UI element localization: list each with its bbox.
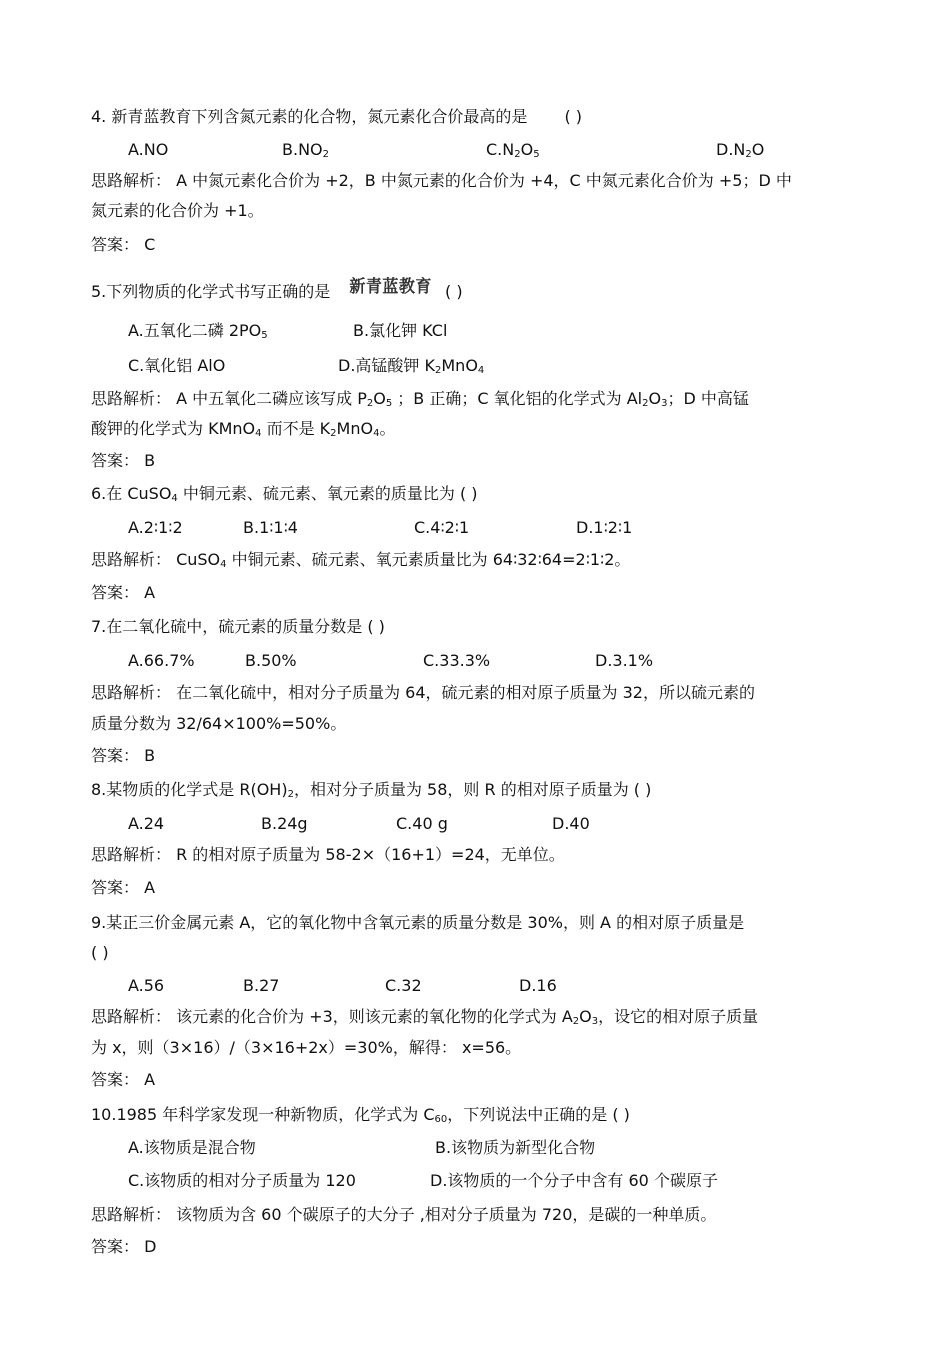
q5-option-b: B.氯化钾 KCl [353,321,448,340]
q6-analysis: 思路解析： CuSO$_4$ 中铜元素、硫元素、氧元素质量比为 64∶32∶64=2∶1∶2。 [91,550,631,570]
q7-answer: 答案： B [91,746,156,765]
q8-option-b: B.24g [261,814,308,833]
q8-option-c: C.40 g [396,814,448,833]
q10-stem: 10.1985 年科学家发现一种新物质，化学式为 $C_{60}$，下列说法中正确的是 ( ) [91,1105,630,1125]
q5-option-a: A.五氧化二磷 $2PO_5$ [128,321,268,341]
q10-analysis: 思路解析： 该物质为含 60 个碳原子的大分子 ,相对分子质量为 720，是碳的一种单质。 [91,1205,717,1224]
q7-option-a: A.66.7% [128,651,195,670]
q5-answer: 答案： B [91,451,156,470]
q5-analysis-line2: 酸钾的化学式为 KMnO$_4$ 而不是 $K_2MnO_4$。 [91,419,396,439]
q9-option-d: D.16 [519,976,557,995]
q10-option-d: D.该物质的一个分子中含有 60 个碳原子 [430,1171,718,1190]
q9-stem-line1: 9.某正三价金属元素 A，它的氧化物中含氧元素的质量分数是 30%，则 A 的相对原子质量是 [91,913,745,932]
q5-paren: ( ) [444,282,463,301]
q9-option-c: C.32 [385,976,422,995]
q8-analysis: 思路解析： R 的相对原子质量为 58-2×（16+1）=24，无单位。 [91,845,565,864]
q9-stem-line2: ( ) [91,943,109,962]
q6-stem: 6.在 CuSO$_4$ 中铜元素、硫元素、氧元素的质量比为 ( ) [91,484,478,504]
q7-analysis-line2: 质量分数为 32/64×100%=50%。 [91,714,347,733]
q10-option-a: A.该物质是混合物 [128,1138,256,1157]
q9-option-b: B.27 [243,976,280,995]
q5-stem [91,276,870,302]
q4-option-a: A.NO [128,140,169,159]
q4-stem-text: 4. 新青蓝教育下列含氮元素的化合物，氮元素化合价最高的是 [91,107,528,126]
q7-option-d: D.3.1% [595,651,654,670]
q10-answer: 答案： D [91,1237,157,1256]
q4-paren: ( ) [564,107,583,126]
q8-stem: 8.某物质的化学式是 $R(OH)_2$，相对分子质量为 58，则 R 的相对原子质量为 ( ) [91,780,652,800]
q6-option-a: A.2∶1∶2 [128,518,183,537]
q6-answer: 答案： A [91,583,156,602]
q5-watermark-stamp: 新青蓝教育 [349,276,432,297]
q6-option-d: D.1∶2∶1 [576,518,633,537]
q9-analysis-line2: 为 x，则（3×16）/（3×16+2x）=30%，解得： x=56。 [91,1038,522,1057]
q9-answer: 答案： A [91,1070,156,1089]
q7-analysis-line1: 思路解析： 在二氧化硫中，相对分子质量为 64，硫元素的相对原子质量为 32，所以硫元素的 [91,683,755,702]
q8-answer: 答案： A [91,878,156,897]
q10-option-c: C.该物质的相对分子质量为 120 [128,1171,356,1190]
q7-stem: 7.在二氧化硫中，硫元素的质量分数是 ( ) [91,617,385,636]
q4-option-d: $D.N_2O$ [716,140,765,160]
q4-stem [91,107,870,127]
q5-stem-text: 5.下列物质的化学式书写正确的是 [91,282,331,301]
q4-answer: 答案： C [91,235,156,254]
q6-option-c: C.4∶2∶1 [414,518,470,537]
q4-option-c: $C.N_2O_5$ [486,140,540,160]
q4-analysis-line2: 氮元素的化合价为 +1。 [91,201,264,220]
q7-option-c: C.33.3% [423,651,491,670]
q4-analysis-line1: 思路解析： A 中氮元素化合价为 +2，B 中氮元素的化合价为 +4，C 中氮元素化合价为 +5；D 中 [91,171,792,190]
q6-option-b: B.1∶1∶4 [243,518,298,537]
q4-option-b: $B.NO_2$ [282,140,329,160]
q5-analysis-line1: 思路解析： A 中五氧化二磷应该写成 $P_2O_5$ ；B 正确；C 氧化铝的化学式为 $Al_2O_3$；D 中高锰 [91,389,749,409]
q9-analysis-line1: 思路解析： 该元素的化合价为 +3，则该元素的氧化物的化学式为 $A_2O_3$，设它的相对原子质量 [91,1007,759,1027]
q5-option-d: D.高锰酸钾 $K_2MnO_4$ [338,356,485,376]
q7-option-b: B.50% [245,651,297,670]
q9-option-a: A.56 [128,976,165,995]
q8-option-d: D.40 [552,814,590,833]
q5-option-c: C.氧化铝 AlO [128,356,226,375]
q8-option-a: A.24 [128,814,165,833]
q10-option-b: B.该物质为新型化合物 [435,1138,596,1157]
